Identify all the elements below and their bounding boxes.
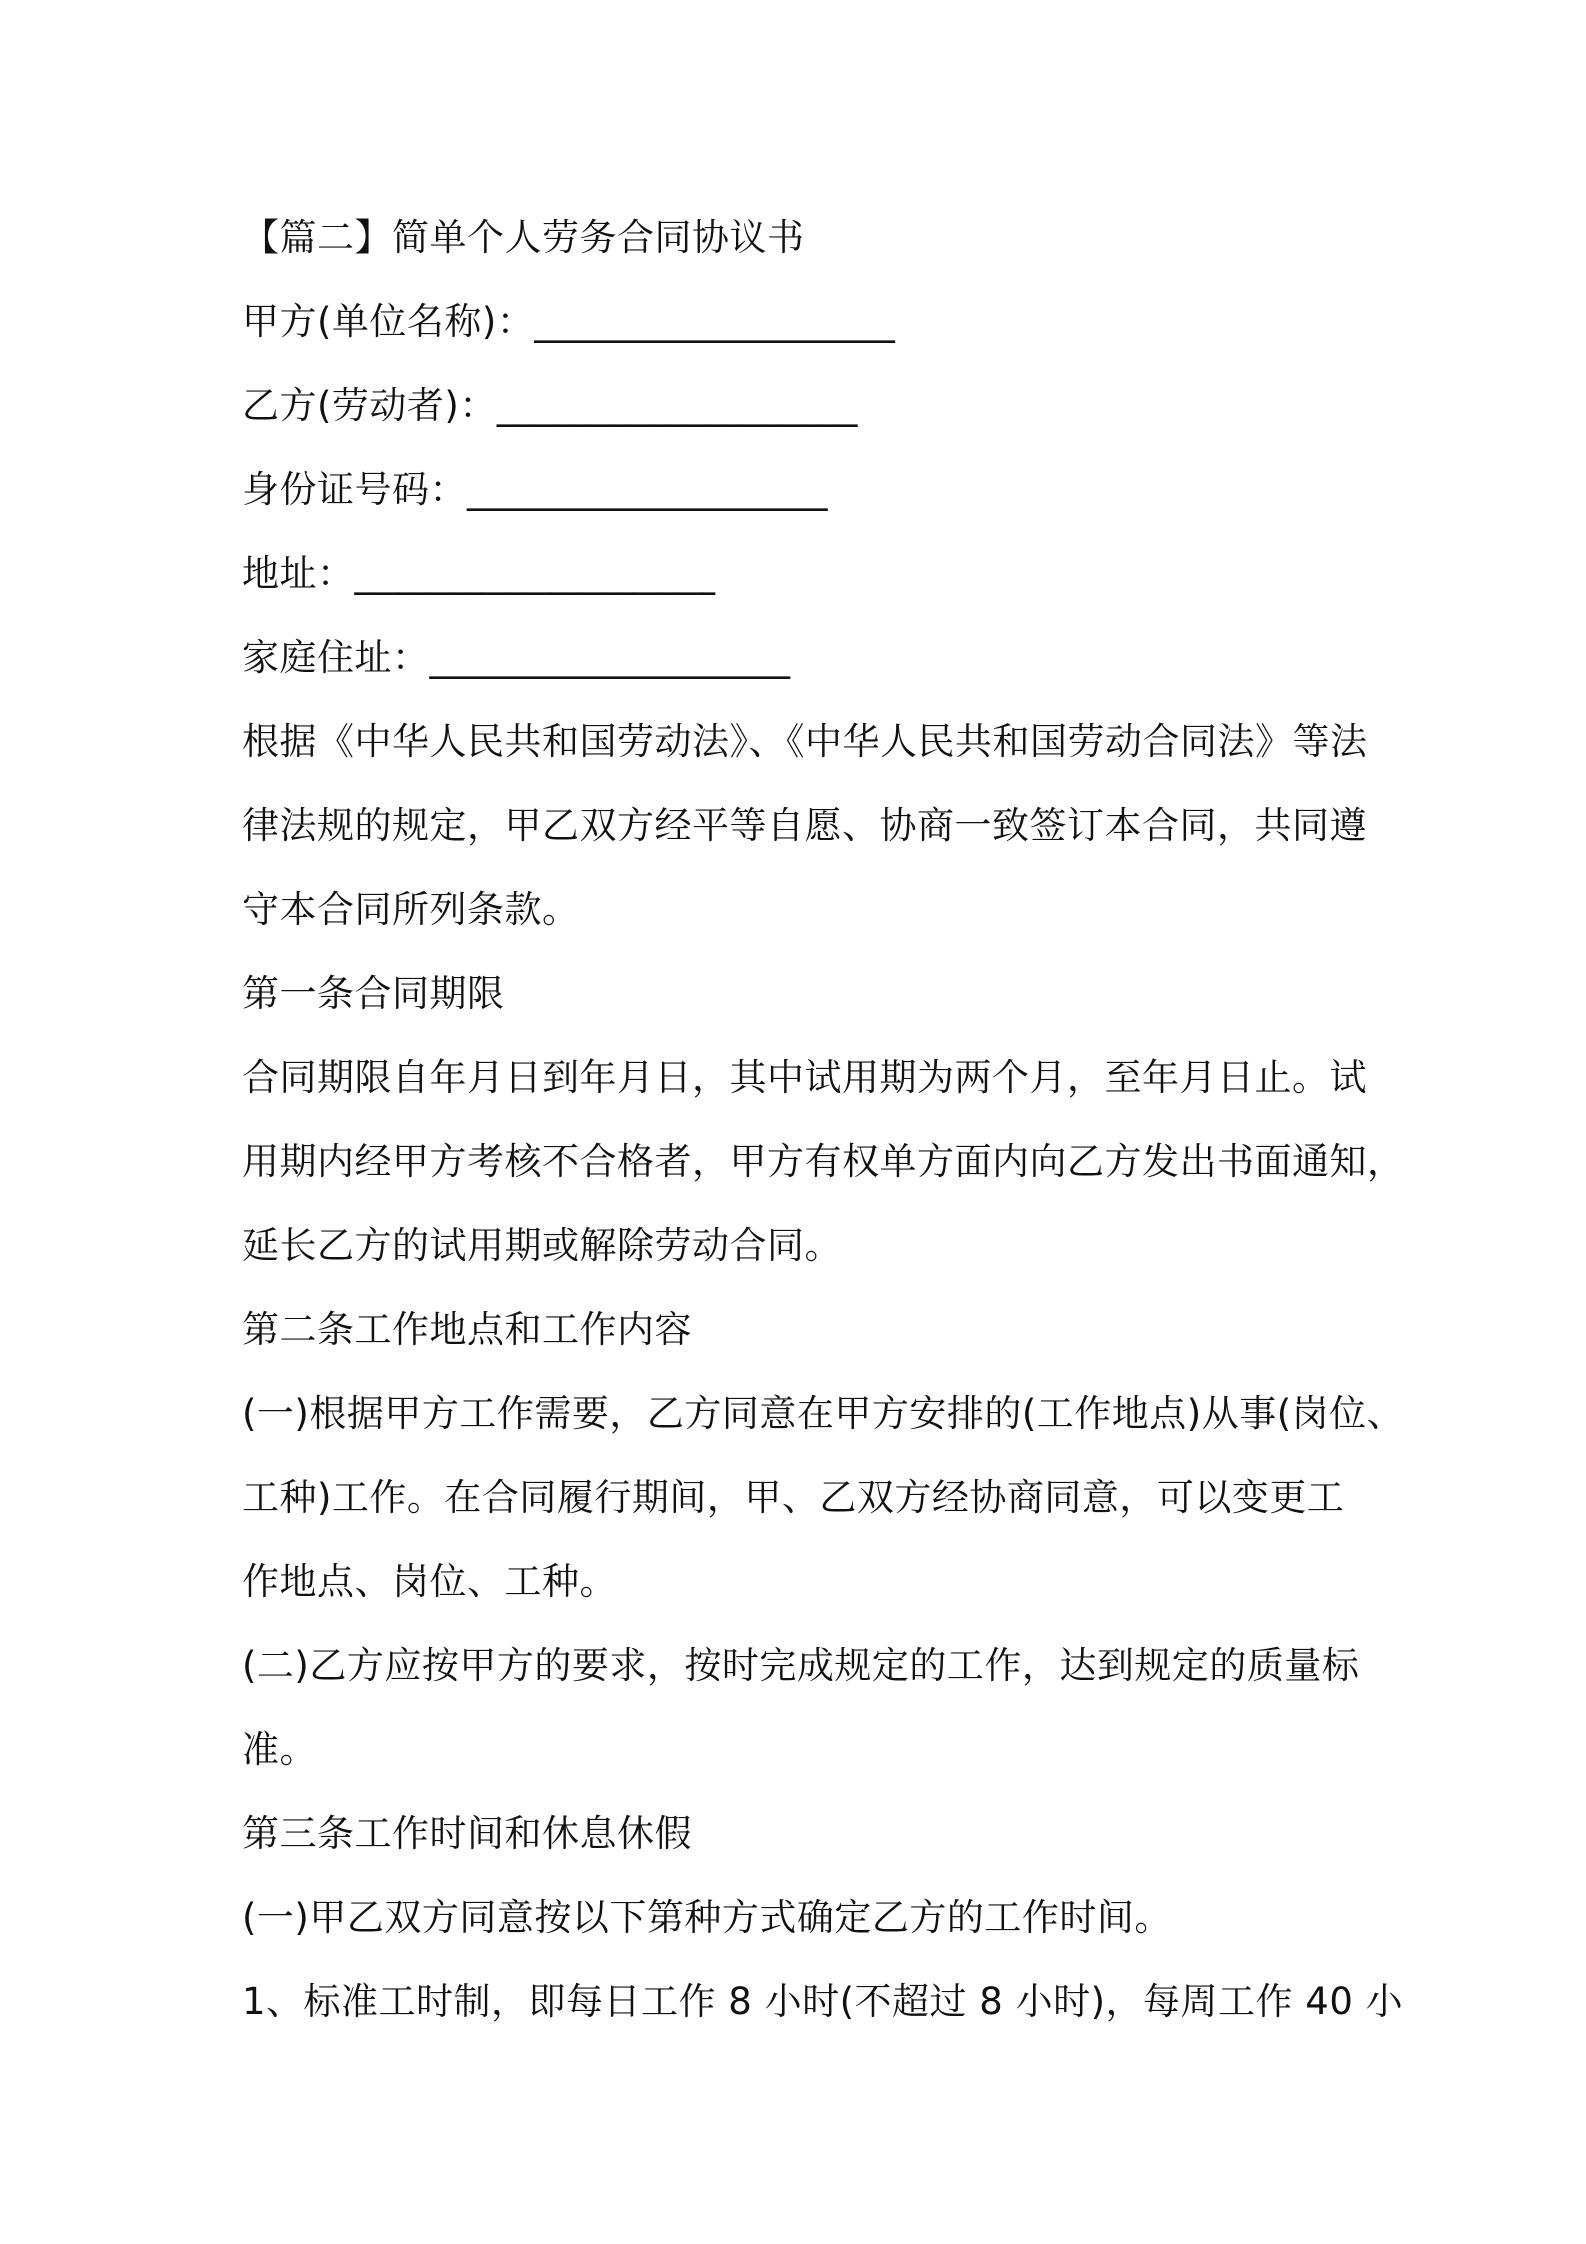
- paragraph-line: 合同期限自年月日到年月日，其中试用期为两个月，至年月日止。试: [242, 1056, 1367, 1099]
- paragraph-line: 律法规的规定，甲乙双方经平等自愿、协商一致签订本合同，共同遵: [242, 804, 1367, 847]
- paragraph-line: 用期内经甲方考核不合格者，甲方有权单方面内向乙方发出书面通知，: [242, 1140, 1405, 1183]
- party-b-field: 乙方(劳动者)：___________________: [242, 384, 858, 427]
- paragraph-line: (一)根据甲方工作需要，乙方同意在甲方安排的(工作地点)从事(岗位、: [242, 1392, 1405, 1435]
- document-title: 【篇二】简单个人劳务合同协议书: [242, 216, 805, 259]
- paragraph-line: 根据《中华人民共和国劳动法》、《中华人民共和国劳动合同法》等法: [242, 720, 1368, 763]
- paragraph-line: 延长乙方的试用期或解除劳动合同。: [242, 1224, 842, 1267]
- address-field: 地址：___________________: [242, 552, 716, 595]
- article-heading: 第一条合同期限: [242, 972, 505, 1015]
- paragraph-line: (二)乙方应按甲方的要求，按时完成规定的工作，达到规定的质量标: [242, 1644, 1360, 1687]
- paragraph-line: (一)甲乙双方同意按以下第种方式确定乙方的工作时间。: [242, 1896, 1172, 1939]
- article-heading: 第三条工作时间和休息休假: [242, 1812, 692, 1855]
- article-heading: 第二条工作地点和工作内容: [242, 1308, 692, 1351]
- paragraph-line: 工种)工作。在合同履行期间，甲、乙双方经协商同意，可以变更工: [242, 1476, 1345, 1519]
- id-number-field: 身份证号码：___________________: [242, 468, 828, 511]
- paragraph-line: 1、标准工时制，即每日工作 8 小时(不超过 8 小时)，每周工作 40 小: [242, 1980, 1404, 2023]
- paragraph-line: 作地点、岗位、工种。: [242, 1560, 617, 1603]
- paragraph-line: 准。: [242, 1728, 317, 1771]
- paragraph-line: 守本合同所列条款。: [242, 888, 580, 931]
- home-address-field: 家庭住址：___________________: [242, 636, 791, 679]
- document-body: [242, 196, 1405, 2044]
- party-a-field: 甲方(单位名称)：___________________: [242, 300, 896, 343]
